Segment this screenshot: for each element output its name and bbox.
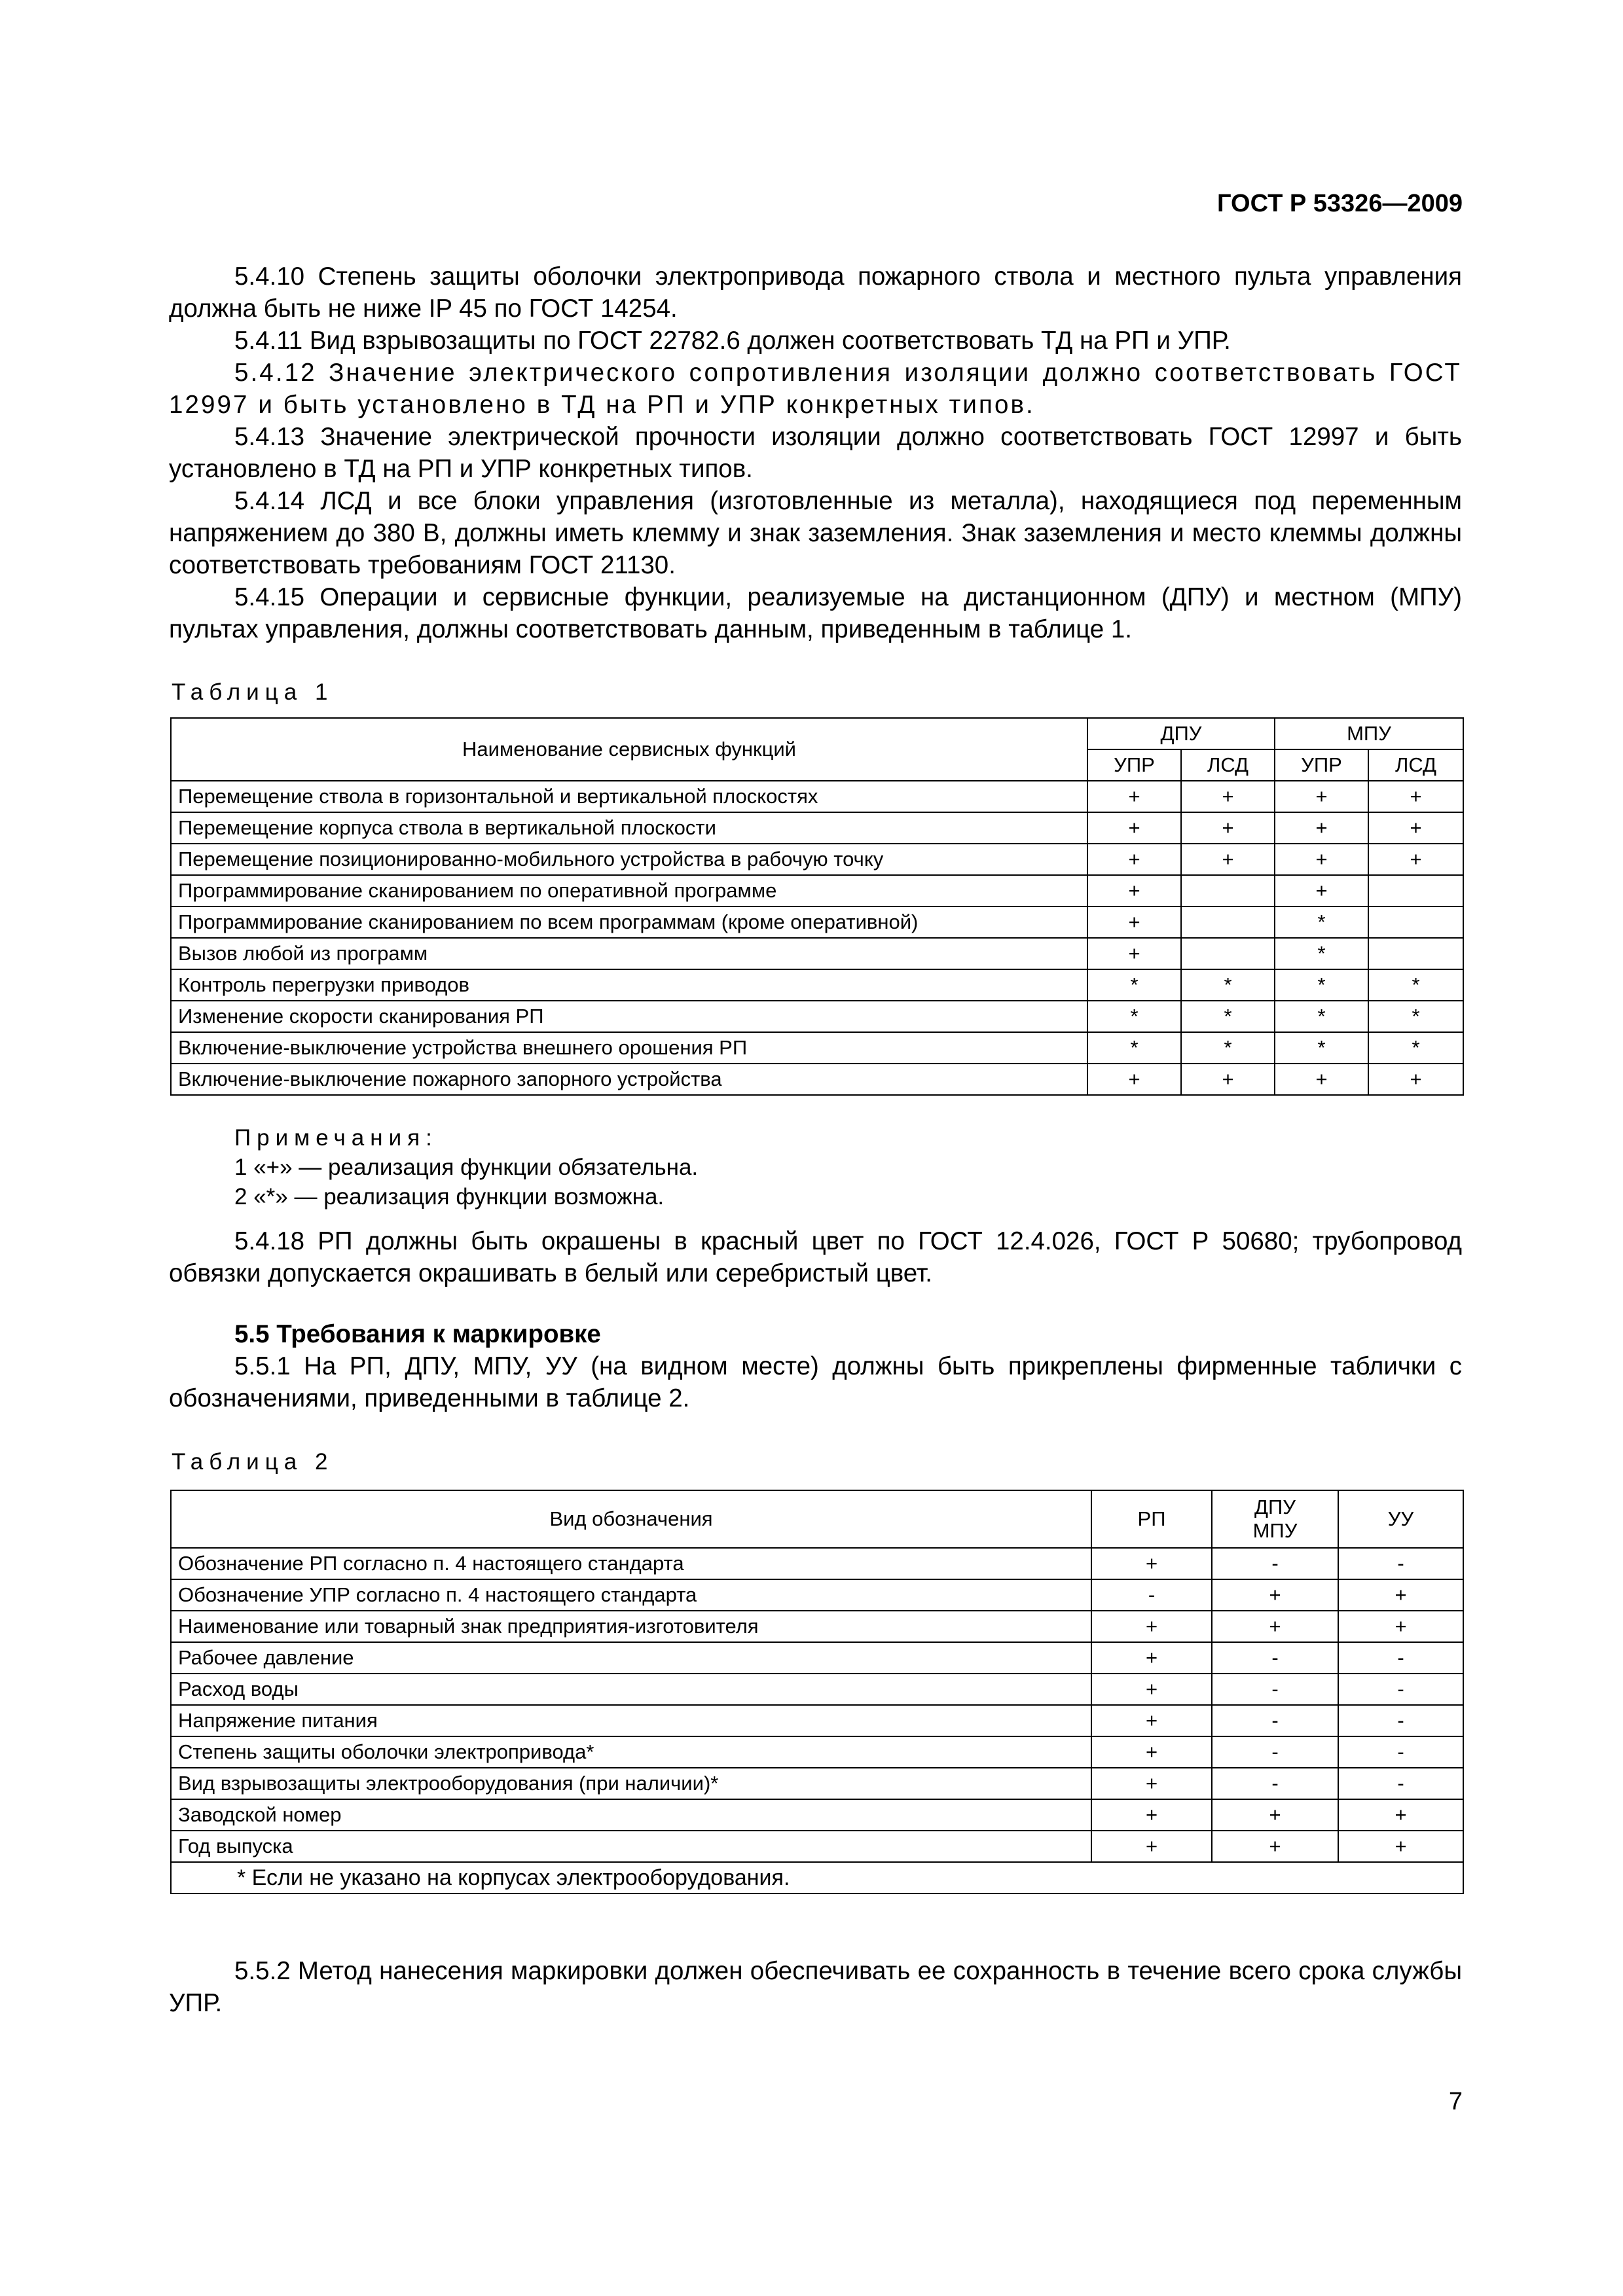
- clause-5-4-10: 5.4.10 Степень защиты оболочки электропривода пожарного ствола и местного пульта управления должна быть не ниже IP 45 по ГОСТ 14254.: [169, 262, 1462, 323]
- mark-cell: +: [1181, 844, 1275, 875]
- mark-cell: +: [1087, 938, 1181, 969]
- table-row: [171, 1001, 1463, 1032]
- row-label: Расход воды: [171, 1674, 1091, 1705]
- clause-5-4-11: 5.4.11 Вид взрывозащиты по ГОСТ 22782.6 должен соответствовать ТД на РП и УПР.: [234, 327, 1231, 355]
- mark-cell: *: [1181, 1032, 1275, 1064]
- mark-cell: *: [1368, 1032, 1463, 1064]
- mark-cell: +: [1338, 1831, 1463, 1862]
- table-row: [171, 938, 1463, 969]
- table-row: [171, 1548, 1463, 1579]
- mark-cell: *: [1275, 906, 1368, 938]
- mark-cell: [1368, 938, 1463, 969]
- table1-subheader: ЛСД: [1181, 749, 1275, 781]
- mark-cell: +: [1091, 1705, 1212, 1736]
- table1-header-name: Наименование сервисных функций: [171, 718, 1087, 781]
- row-label: Напряжение питания: [171, 1705, 1091, 1736]
- table1: [170, 717, 1464, 1096]
- mark-cell: +: [1338, 1799, 1463, 1831]
- mark-cell: +: [1091, 1548, 1212, 1579]
- row-label: Изменение скорости сканирования РП: [171, 1001, 1087, 1032]
- table1-header-mpu: МПУ: [1275, 718, 1463, 749]
- mark-cell: +: [1338, 1579, 1463, 1611]
- mark-cell: -: [1338, 1642, 1463, 1674]
- mark-cell: +: [1368, 1064, 1463, 1095]
- mark-cell: +: [1091, 1611, 1212, 1642]
- table2: [170, 1490, 1464, 1894]
- table-row: [171, 1705, 1463, 1736]
- page-number: 7: [1448, 2088, 1463, 2115]
- mark-cell: +: [1091, 1799, 1212, 1831]
- row-label: Год выпуска: [171, 1831, 1091, 1862]
- mark-cell: *: [1368, 969, 1463, 1001]
- row-label: Заводской номер: [171, 1799, 1091, 1831]
- mark-cell: +: [1087, 906, 1181, 938]
- table2-header-uu: УУ: [1338, 1490, 1463, 1548]
- mark-cell: *: [1181, 1001, 1275, 1032]
- mark-cell: -: [1212, 1548, 1338, 1579]
- table2-body: [171, 1548, 1463, 1862]
- mark-cell: +: [1181, 1064, 1275, 1095]
- mark-cell: -: [1212, 1768, 1338, 1799]
- table2-header-mpu: МПУ: [1252, 1519, 1298, 1542]
- mark-cell: +: [1087, 812, 1181, 844]
- table-row: [171, 1674, 1463, 1705]
- clause-5-4-13: 5.4.13 Значение электрической прочности изоляции должно соответствовать ГОСТ 12997 и быть установлено в ТД на РП и УПР конкретных типов.: [169, 423, 1462, 483]
- table-row: [171, 844, 1463, 875]
- clause-5-4-12: 5.4.12 Значение электрического сопротивления изоляции должно соответствовать ГОСТ 12997 и быть установлено в ТД на РП и УПР конкретных типов.: [169, 359, 1462, 419]
- mark-cell: -: [1338, 1705, 1463, 1736]
- table1-body: [171, 781, 1463, 1095]
- table1-subheader: ЛСД: [1368, 749, 1463, 781]
- clauses-5-4: [169, 260, 1462, 645]
- row-label: Наименование или товарный знак предприятия-изготовителя: [171, 1611, 1091, 1642]
- row-label: Степень защиты оболочки электропривода*: [171, 1736, 1091, 1768]
- row-label: Вызов любой из программ: [171, 938, 1087, 969]
- mark-cell: *: [1275, 938, 1368, 969]
- mark-cell: *: [1087, 1032, 1181, 1064]
- clause-5-5-2-block: [169, 1955, 1462, 2019]
- table2-header-name: Вид обозначения: [171, 1490, 1091, 1548]
- mark-cell: +: [1212, 1831, 1338, 1862]
- mark-cell: -: [1338, 1736, 1463, 1768]
- clause-5-5-2: 5.5.2 Метод нанесения маркировки должен обеспечивать ее сохранность в течение всего срока службы УПР.: [169, 1957, 1462, 2017]
- clause-5-4-18-block: [169, 1225, 1462, 1414]
- row-label: Контроль перегрузки приводов: [171, 969, 1087, 1001]
- clause-5-4-15: 5.4.15 Операции и сервисные функции, реализуемые на дистанционном (ДПУ) и местном (МПУ) пультах управления, должны соответствовать данным, приведенным в таблице 1.: [169, 583, 1462, 643]
- mark-cell: *: [1275, 1032, 1368, 1064]
- mark-cell: -: [1212, 1674, 1338, 1705]
- mark-cell: [1181, 906, 1275, 938]
- mark-cell: +: [1091, 1736, 1212, 1768]
- mark-cell: +: [1087, 844, 1181, 875]
- table-row: [171, 875, 1463, 906]
- table-row: [171, 906, 1463, 938]
- row-label: Перемещение позиционированно-мобильного устройства в рабочую точку: [171, 844, 1087, 875]
- row-label: Вид взрывозащиты электрооборудования (при наличии)*: [171, 1768, 1091, 1799]
- mark-cell: +: [1275, 781, 1368, 812]
- mark-cell: +: [1275, 875, 1368, 906]
- mark-cell: +: [1087, 781, 1181, 812]
- table-row: [171, 1831, 1463, 1862]
- mark-cell: -: [1212, 1642, 1338, 1674]
- mark-cell: +: [1087, 875, 1181, 906]
- table-row: [171, 1642, 1463, 1674]
- table-row: [171, 1736, 1463, 1768]
- row-label: Обозначение УПР согласно п. 4 настоящего стандарта: [171, 1579, 1091, 1611]
- table1-caption: Таблица 1: [172, 679, 334, 705]
- table2-header-rp: РП: [1091, 1490, 1212, 1548]
- mark-cell: +: [1338, 1611, 1463, 1642]
- table2-footnote: * Если не указано на корпусах электрооборудования.: [171, 1862, 1463, 1893]
- mark-cell: *: [1275, 1001, 1368, 1032]
- note-item: 1 «+» — реализация функции обязательна.: [234, 1155, 699, 1180]
- row-label: Рабочее давление: [171, 1642, 1091, 1674]
- mark-cell: *: [1181, 969, 1275, 1001]
- mark-cell: [1368, 906, 1463, 938]
- clause-5-4-14: 5.4.14 ЛСД и все блоки управления (изготовленные из металла), находящиеся под переменным напряжением до 380 В, должны иметь клемму и знак заземления. Знак заземления и место клеммы должны соответствовать требованиям ГОСТ 21130.: [169, 487, 1462, 579]
- table2-caption: Таблица 2: [172, 1449, 334, 1475]
- mark-cell: +: [1275, 812, 1368, 844]
- mark-cell: +: [1181, 812, 1275, 844]
- table-row: [171, 1799, 1463, 1831]
- mark-cell: *: [1087, 969, 1181, 1001]
- mark-cell: +: [1212, 1579, 1338, 1611]
- mark-cell: +: [1091, 1768, 1212, 1799]
- mark-cell: +: [1181, 781, 1275, 812]
- table-row: [171, 781, 1463, 812]
- mark-cell: +: [1368, 844, 1463, 875]
- row-label: Обозначение РП согласно п. 4 настоящего стандарта: [171, 1548, 1091, 1579]
- table-row: [171, 1768, 1463, 1799]
- table-row: [171, 969, 1463, 1001]
- table-row: [171, 1064, 1463, 1095]
- table-row: [171, 1579, 1463, 1611]
- row-label: Программирование сканированием по всем программам (кроме оперативной): [171, 906, 1087, 938]
- table1-header-dpu: ДПУ: [1087, 718, 1275, 749]
- table-row: [171, 1611, 1463, 1642]
- mark-cell: [1181, 938, 1275, 969]
- table2-header-dpu-mpu: [1212, 1490, 1338, 1548]
- mark-cell: +: [1368, 812, 1463, 844]
- table2-header-dpu: ДПУ: [1254, 1496, 1296, 1518]
- mark-cell: +: [1212, 1611, 1338, 1642]
- table-row: [171, 812, 1463, 844]
- table-row: [171, 1032, 1463, 1064]
- mark-cell: -: [1212, 1736, 1338, 1768]
- mark-cell: -: [1091, 1579, 1212, 1611]
- mark-cell: +: [1275, 844, 1368, 875]
- section-5-5-heading: 5.5 Требования к маркировке: [234, 1320, 601, 1348]
- table1-subheader: УПР: [1087, 749, 1181, 781]
- mark-cell: -: [1338, 1768, 1463, 1799]
- notes-title: Примечания:: [234, 1125, 438, 1151]
- mark-cell: +: [1091, 1674, 1212, 1705]
- row-label: Перемещение корпуса ствола в вертикальной плоскости: [171, 812, 1087, 844]
- mark-cell: +: [1212, 1799, 1338, 1831]
- note-item: 2 «*» — реализация функции возможна.: [234, 1184, 665, 1210]
- mark-cell: *: [1368, 1001, 1463, 1032]
- clause-5-4-18: 5.4.18 РП должны быть окрашены в красный цвет по ГОСТ 12.4.026, ГОСТ Р 50680; трубопровод обвязки допускается окрашивать в белый или серебристый цвет.: [169, 1227, 1462, 1287]
- mark-cell: +: [1087, 1064, 1181, 1095]
- mark-cell: *: [1087, 1001, 1181, 1032]
- mark-cell: -: [1338, 1674, 1463, 1705]
- table1-subheader: УПР: [1275, 749, 1368, 781]
- row-label: Программирование сканированием по оперативной программе: [171, 875, 1087, 906]
- table1-notes: [234, 1123, 698, 1211]
- row-label: Включение-выключение пожарного запорного устройства: [171, 1064, 1087, 1095]
- mark-cell: *: [1275, 969, 1368, 1001]
- mark-cell: [1368, 875, 1463, 906]
- mark-cell: [1181, 875, 1275, 906]
- mark-cell: -: [1212, 1705, 1338, 1736]
- mark-cell: -: [1338, 1548, 1463, 1579]
- row-label: Перемещение ствола в горизонтальной и вертикальной плоскостях: [171, 781, 1087, 812]
- mark-cell: +: [1091, 1831, 1212, 1862]
- clause-5-5-1: 5.5.1 На РП, ДПУ, МПУ, УУ (на видном месте) должны быть прикреплены фирменные таблички с обозначениями, приведенными в таблице 2.: [169, 1352, 1462, 1412]
- mark-cell: +: [1275, 1064, 1368, 1095]
- row-label: Включение-выключение устройства внешнего орошения РП: [171, 1032, 1087, 1064]
- mark-cell: +: [1368, 781, 1463, 812]
- document-code: ГОСТ Р 53326—2009: [1217, 190, 1463, 217]
- mark-cell: +: [1091, 1642, 1212, 1674]
